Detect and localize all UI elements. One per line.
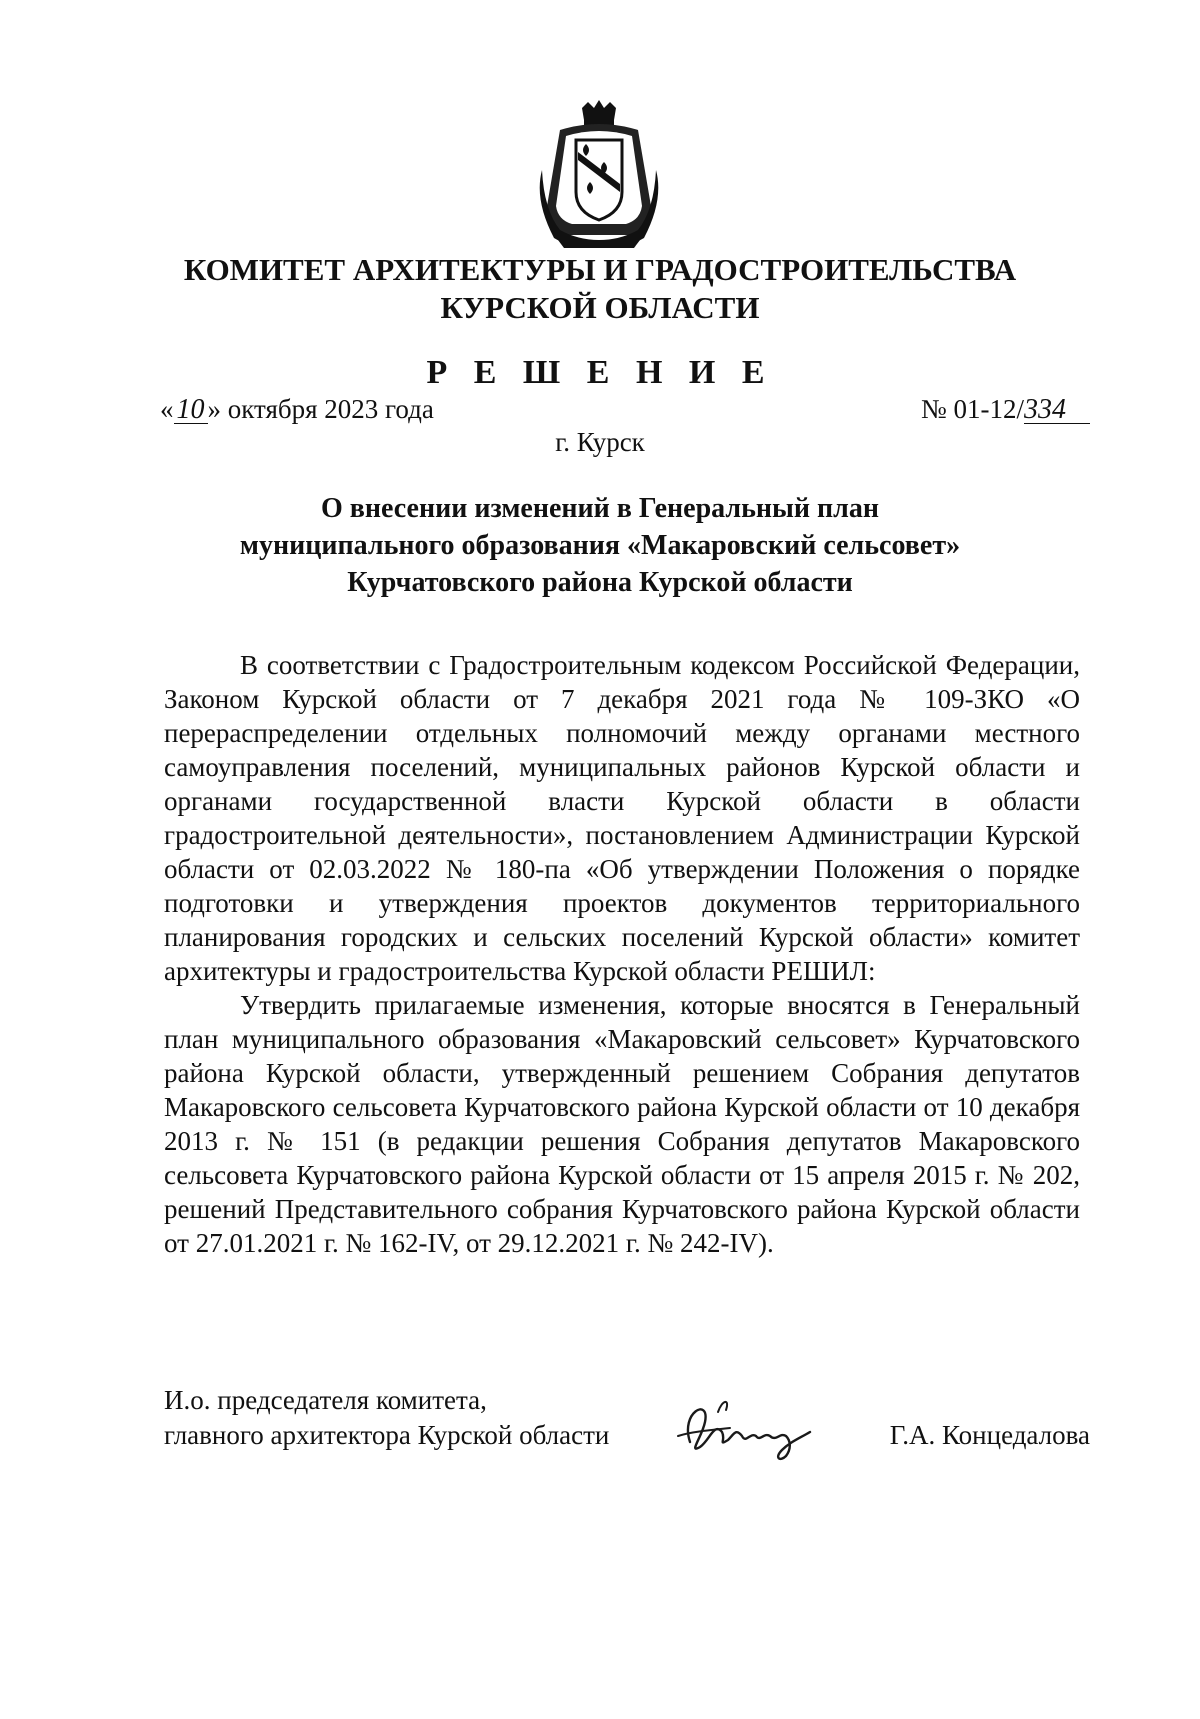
document-body	[164, 648, 1080, 1260]
document-type: Р Е Ш Е Н И Е	[426, 354, 774, 391]
organization-name-line2: КУРСКОЙ ОБЛАСТИ	[440, 290, 760, 325]
signatory-position	[164, 1383, 609, 1453]
document-number	[921, 392, 1090, 426]
document-date	[160, 392, 434, 426]
subject-line1: О внесении изменений в Генеральный план	[320, 493, 880, 524]
number-handwritten: 334	[1024, 397, 1090, 424]
date-month-year: » октября 2023 года	[207, 394, 434, 424]
date-open-quote: «	[160, 394, 174, 424]
position-line2: главного архитектора Курской области	[164, 1420, 610, 1450]
handwritten-signature-icon	[670, 1392, 820, 1464]
position-line1: И.о. председателя комитета,	[164, 1385, 487, 1415]
subject-line2: муниципального образования «Макаровский сельсовет»	[239, 530, 961, 561]
document-city: г. Курск	[555, 427, 645, 457]
number-prefix: № 01-12/	[920, 394, 1024, 424]
date-day-handwritten: 10	[174, 397, 208, 424]
body-paragraph-1: В соответствии с Градостроительным кодексом Российской Федерации, Законом Курской области от 7 декабря 2021 года № 109-ЗКО «О перераспределении отдельных полномочий между органами местного самоуправления поселений, муниципальных районов Курской области и органами государственной власти Курской области в области градостроительной деятельности», постановлением Администрации Курской области от 02.03.2022 № 180-па «Об утверждении Положения о порядке подготовки и утверждения проектов документов территориального планирования городских и сельских поселений Курской области» комитет архитектуры и градостроительства Курской области РЕШИЛ:	[164, 650, 1080, 986]
signer-name: Г.А. Концедалова	[889, 1420, 1090, 1450]
coat-of-arms-icon	[530, 100, 668, 250]
body-paragraph-2: Утвердить прилагаемые изменения, которые вносятся в Генеральный план муниципального образования «Макаровский сельсовет» Курчатовского района Курской области, утвержденный решением Собрания депутатов Макаровского сельсовета Курчатовского района Курской области от 10 декабря 2013 г. № 151 (в редакции решения Собрания депутатов Макаровского сельсовета Курчатовского района Курской области от 15 апреля 2015 г. № 202, решений Представительного собрания Курчатовского района Курской области от 27.01.2021 г. № 162-IV, от 29.12.2021 г. № 242-IV).	[164, 990, 1080, 1258]
document-subject	[0, 490, 1200, 601]
organization-name-line1: КОМИТЕТ АРХИТЕКТУРЫ И ГРАДОСТРОИТЕЛЬСТВА	[183, 252, 1017, 287]
subject-line3: Курчатовского района Курской области	[347, 567, 853, 598]
